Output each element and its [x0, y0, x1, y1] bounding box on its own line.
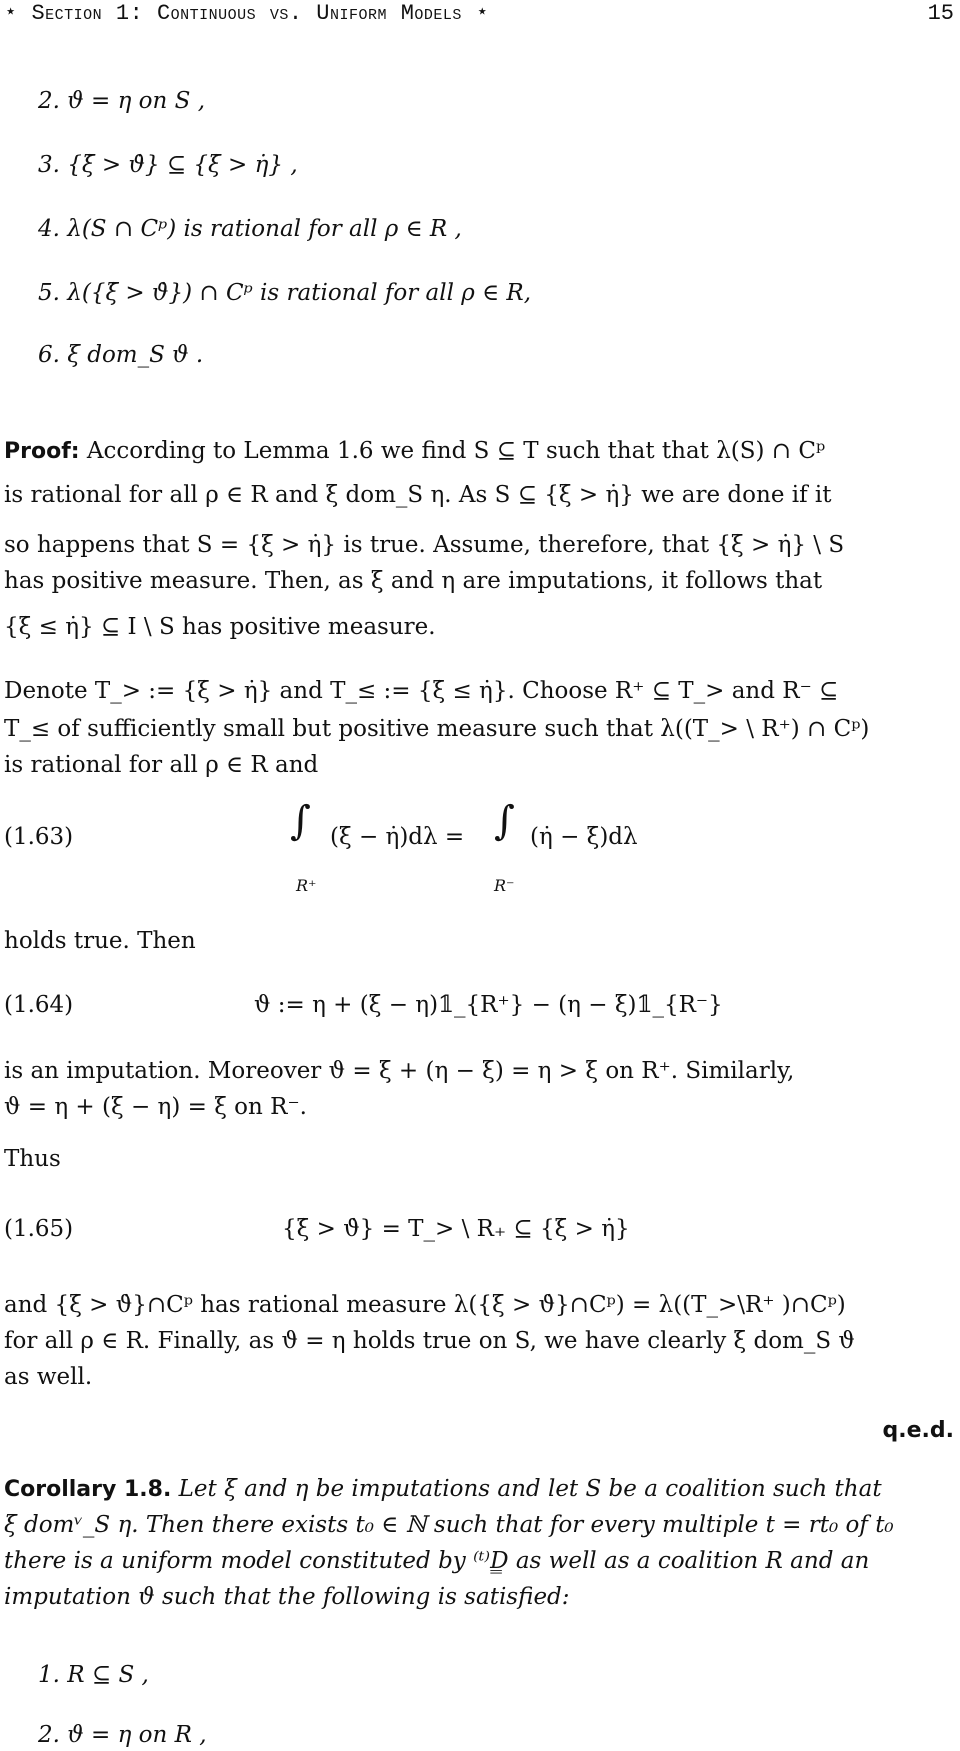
proof-line: {ξ̇ ≤ η̇} ⊆ I \ S has positive measure. — [4, 614, 436, 640]
equation-1-64: ϑ := η + (ξ − η)𝟙_{R⁺} − (η − ξ)𝟙_{R⁻} — [254, 992, 723, 1018]
paragraph-line: for all ρ ∈ R. Finally, as ϑ = η holds true on S, we have clearly ξ dom_S ϑ — [4, 1328, 855, 1354]
list-item: 3. {ξ̇ > ϑ̇} ⊆ {ξ̇ > η̇} , — [38, 152, 298, 178]
qed-mark: q.e.d. — [882, 1418, 954, 1443]
paragraph-line: as well. — [4, 1364, 93, 1390]
equation-number: (1.64) — [4, 992, 74, 1018]
equation-lhs: (ξ̇ − η̇)dλ = — [330, 824, 465, 850]
corollary-line: there is a uniform model constituted by ⁽ᵗ⁾D̳ as well as a coalition R and an — [4, 1548, 870, 1574]
corollary-label: Corollary 1.8. — [4, 1477, 172, 1502]
corollary-line: ξ domᵛ_S η. Then there exists t₀ ∈ ℕ such that for every multiple t = rt₀ of t₀ — [4, 1512, 894, 1538]
paragraph-line: T_≤ of sufficiently small but positive measure such that λ((T_> \ R⁺) ∩ Cᵖ) — [4, 716, 870, 742]
corollary-text: Let ξ and η be imputations and let S be a coalition such that — [178, 1476, 882, 1502]
proof-label: Proof: — [4, 439, 80, 464]
integral-sign: ∫ — [290, 798, 311, 844]
paragraph-line: is an imputation. Moreover ϑ = ξ + (η − ξ) = η > ξ on R⁺. Similarly, — [4, 1058, 795, 1084]
paragraph-line: is rational for all ρ ∈ R and — [4, 752, 319, 778]
corollary-line: imputation ϑ such that the following is satisfied: — [4, 1584, 570, 1610]
list-item: 6. ξ dom_S ϑ . — [38, 342, 204, 368]
equation-1-65: {ξ̇ > ϑ̇} = T_> \ R₊ ⊆ {ξ̇ > η̇} — [282, 1216, 630, 1242]
running-header — [4, 0, 954, 26]
list-item: 5. λ({ξ̇ > ϑ̇}) ∩ Cᵖ is rational for all ρ ∈ R, — [38, 280, 532, 306]
proof-line — [4, 436, 825, 467]
integral-sign: ∫ — [494, 798, 515, 844]
corollary-line — [4, 1474, 882, 1505]
list-item: 1. R ⊆ S , — [38, 1662, 149, 1688]
equation-rhs: (η̇ − ξ̇)dλ — [530, 824, 638, 850]
section-title: ⋆ Section 1: Continuous vs. Uniform Models ⋆ — [4, 1, 490, 26]
proof-line: has positive measure. Then, as ξ and η are imputations, it follows that — [4, 568, 823, 594]
list-item: 2. ϑ = η on S , — [38, 88, 206, 114]
paragraph-line: and {ξ̇ > ϑ̇}∩Cᵖ has rational measure λ({ξ̇ > ϑ̇}∩Cᵖ) = λ((T_>\R⁺ )∩Cᵖ) — [4, 1292, 846, 1318]
proof-text: According to Lemma 1.6 we find S ⊆ T such that that λ(S) ∩ Cᵖ — [86, 438, 826, 464]
integral-subscript: R⁻ — [494, 876, 515, 895]
paragraph-line: Thus — [4, 1146, 61, 1172]
equation-number: (1.65) — [4, 1216, 74, 1242]
proof-line: so happens that S = {ξ̇ > η̇} is true. Assume, therefore, that {ξ̇ > η̇} \ S — [4, 532, 845, 558]
paragraph-line: Denote T_> := {ξ̇ > η̇} and T_≤ := {ξ̇ ≤ η̇}. Choose R⁺ ⊆ T_> and R⁻ ⊆ — [4, 678, 839, 704]
list-item: 4. λ(S ∩ Cᵖ) is rational for all ρ ∈ R , — [38, 216, 462, 242]
equation-number: (1.63) — [4, 824, 74, 850]
proof-line: is rational for all ρ ∈ R and ξ dom_S η. As S ⊆ {ξ̇ > η̇} we are done if it — [4, 482, 832, 508]
page-number: 15 — [927, 0, 954, 26]
paragraph-line: ϑ = η + (ξ − η) = ξ on R⁻. — [4, 1094, 307, 1120]
list-item: 2. ϑ = η on R , — [38, 1722, 207, 1748]
integral-subscript: R⁺ — [296, 876, 317, 895]
paragraph-line: holds true. Then — [4, 928, 196, 954]
